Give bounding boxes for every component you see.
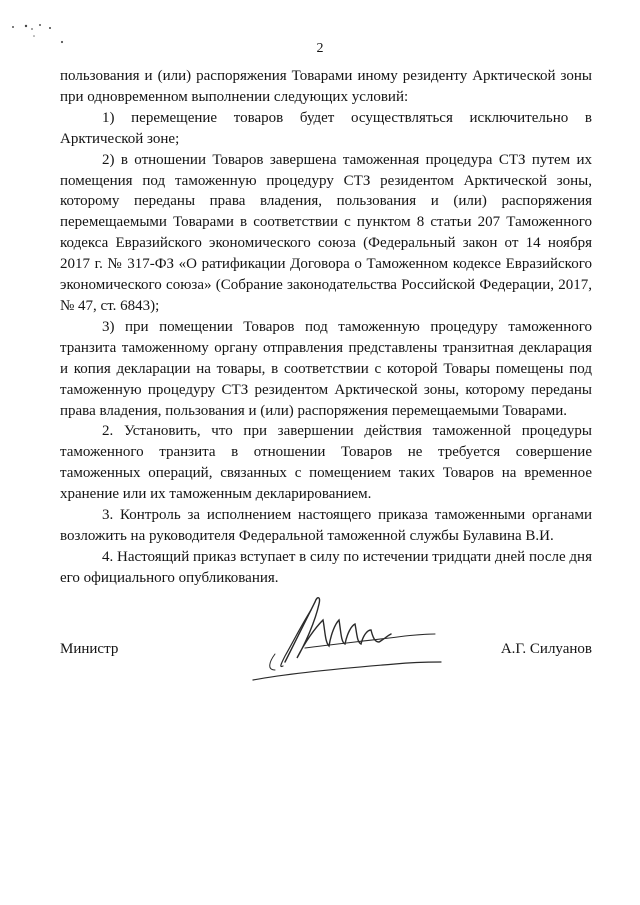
page-number: 2 — [316, 41, 324, 56]
signatory-title: Министр — [60, 641, 119, 657]
document-body — [60, 66, 592, 589]
condition-item-3: 3) при помещении Товаров под таможенную процедуру таможенного транзита таможенному органу отправления представлены транзитная декларация и копия декларации на товары, в соответствии с которой Товары помещены под таможенную процедуру СТЗ резидентом Арктической зоны, которому переданы права владения, пользования и (или) распоряжения перемещаемыми Товарами. — [60, 318, 592, 419]
paragraph-continuation: пользования и (или) распоряжения Товарами иному резиденту Арктической зоны при одновременном выполнении следующих условий: — [60, 68, 592, 105]
clause-3: 3. Контроль за исполнением настоящего приказа таможенными органами возложить на руководителя Федеральной таможенной службы Булавина В.И. — [60, 507, 592, 544]
handwritten-signature — [245, 590, 445, 690]
condition-item-2: 2) в отношении Товаров завершена таможенная процедура СТЗ путем их помещения под таможенную процедуру СТЗ резидентом Арктической зоны, которому переданы права владения, пользования и (или) распоряжения перемещаемыми Товарами в соответствии с пунктом 8 статьи 207 Таможенного кодекса Евразийского экономического союза (Федеральный закон от 14 ноября 2017 г. № 317-ФЗ «О ратификации Договора о Таможенном кодексе Евразийского экономического союза» (Собрание законодательства Российской Федерации, 2017, № 47, ст. 6843); — [60, 151, 592, 314]
signatory-name: А.Г. Силуанов — [500, 641, 592, 657]
clause-2: 2. Установить, что при завершении действия таможенной процедуры таможенного транзита в отношении Товаров не требуется совершение таможенных операций, связанных с помещением таких Товаров на временное хранение или их таможенным декларированием. — [60, 423, 592, 503]
signature-block — [0, 590, 640, 700]
condition-item-1: 1) перемещение товаров будет осуществляться исключительно в Арктической зоне; — [60, 109, 592, 147]
clause-4: 4. Настоящий приказ вступает в силу по истечении тридцати дней после дня его официального опубликования. — [60, 548, 592, 586]
